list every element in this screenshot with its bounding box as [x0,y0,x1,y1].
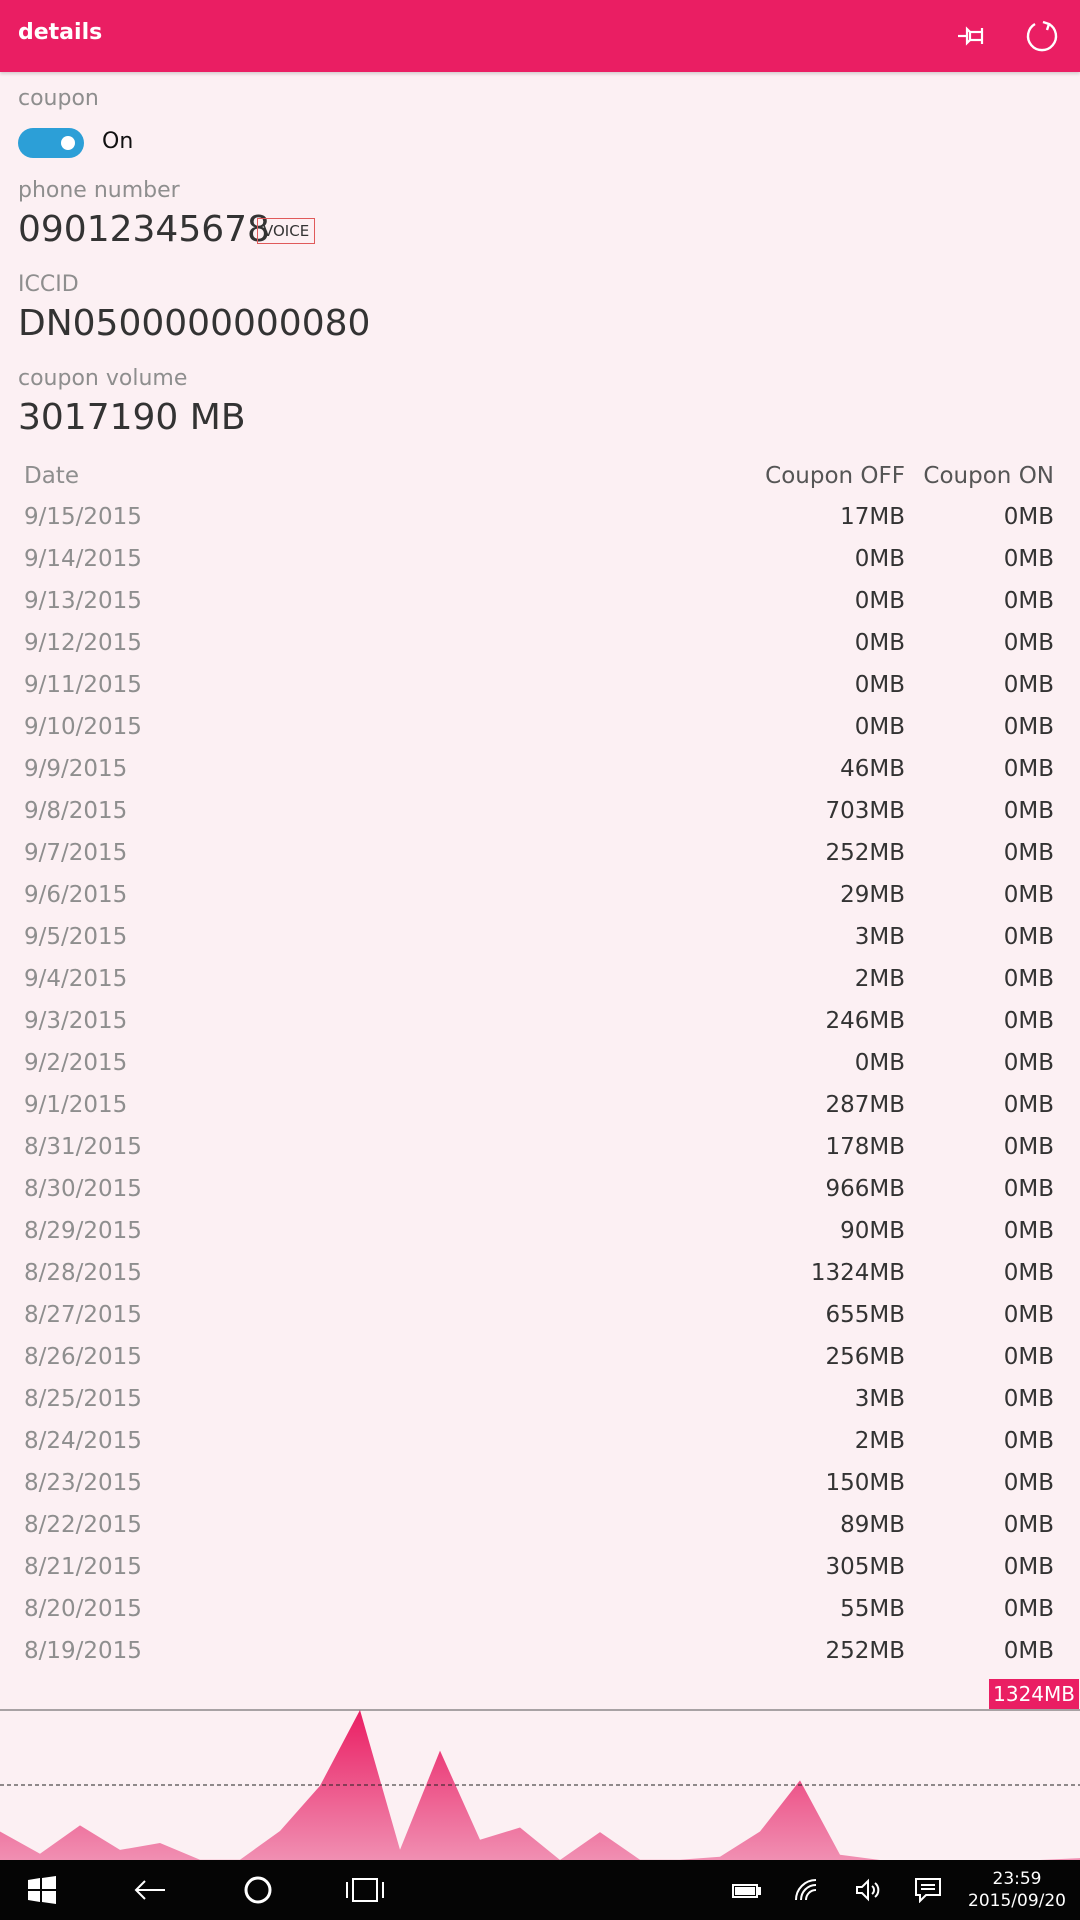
pin-icon[interactable] [950,14,994,58]
battery-icon[interactable] [726,1870,766,1910]
cell-off: 287MB [825,1092,905,1118]
usage-table [0,459,1080,1672]
cell-on: 0MB [1003,1470,1054,1496]
cell-date: 8/28/2015 [24,1260,142,1286]
cell-on: 0MB [1003,630,1054,656]
table-row [0,1588,1080,1630]
search-circle-icon[interactable] [238,1870,278,1910]
table-row [0,832,1080,874]
iccid-label: ICCID [18,272,79,297]
cell-on: 0MB [1003,1638,1054,1664]
coupon-volume-label: coupon volume [18,366,188,391]
table-row [0,958,1080,1000]
cell-date: 9/15/2015 [24,504,142,530]
cell-on: 0MB [1003,1554,1054,1580]
cell-date: 9/13/2015 [24,588,142,614]
cell-on: 0MB [1003,924,1054,950]
cell-date: 9/9/2015 [24,756,128,782]
cell-date: 8/22/2015 [24,1512,142,1538]
task-view-icon[interactable] [345,1870,385,1910]
phone-number-label: phone number [18,178,180,203]
cell-date: 8/25/2015 [24,1386,142,1412]
windows-icon[interactable] [22,1870,62,1910]
coupon-label: coupon [18,86,99,111]
column-header-coupon-off: Coupon OFF [765,463,905,489]
cell-off: 150MB [825,1470,905,1496]
cell-on: 0MB [1003,1428,1054,1454]
cell-date: 9/10/2015 [24,714,142,740]
cell-on: 0MB [1003,966,1054,992]
table-row [0,1462,1080,1504]
cell-off: 89MB [840,1512,905,1538]
table-row [0,874,1080,916]
table-row [0,1630,1080,1672]
cell-off: 0MB [854,672,905,698]
cell-date: 8/19/2015 [24,1638,142,1664]
cell-date: 9/12/2015 [24,630,142,656]
cell-off: 252MB [825,1638,905,1664]
app-title-bar [0,0,1080,72]
table-row [0,1000,1080,1042]
cell-off: 55MB [840,1596,905,1622]
table-header [0,459,1080,496]
cell-on: 0MB [1003,588,1054,614]
table-row [0,790,1080,832]
cell-on: 0MB [1003,1092,1054,1118]
cell-date: 8/20/2015 [24,1596,142,1622]
coupon-toggle[interactable] [18,128,84,158]
table-row [0,1084,1080,1126]
cell-off: 0MB [854,714,905,740]
table-row [0,664,1080,706]
cell-off: 0MB [854,630,905,656]
windows-taskbar [0,1860,1080,1920]
cell-on: 0MB [1003,546,1054,572]
cell-off: 703MB [825,798,905,824]
cell-on: 0MB [1003,756,1054,782]
table-row [0,580,1080,622]
cell-date: 9/1/2015 [24,1092,128,1118]
cell-on: 0MB [1003,1512,1054,1538]
cell-date: 8/29/2015 [24,1218,142,1244]
cell-date: 9/2/2015 [24,1050,128,1076]
wifi-icon[interactable] [788,1870,828,1910]
iccid-value: DN0500000000080 [18,303,371,344]
cell-date: 9/14/2015 [24,546,142,572]
cell-off: 256MB [825,1344,905,1370]
cell-on: 0MB [1003,672,1054,698]
column-header-date: Date [24,463,79,489]
cell-date: 9/7/2015 [24,840,128,866]
coupon-volume-value: 3017190 MB [18,397,246,438]
cell-off: 1324MB [810,1260,905,1286]
cell-date: 9/6/2015 [24,882,128,908]
cell-off: 17MB [840,504,905,530]
coupon-toggle-state: On [102,129,134,154]
cell-off: 252MB [825,840,905,866]
cell-on: 0MB [1003,1008,1054,1034]
table-row [0,1336,1080,1378]
cell-on: 0MB [1003,1344,1054,1370]
cell-on: 0MB [1003,1386,1054,1412]
cell-on: 0MB [1003,1050,1054,1076]
cell-off: 3MB [854,924,905,950]
table-row [0,916,1080,958]
cell-off: 90MB [840,1218,905,1244]
table-row [0,1252,1080,1294]
cell-off: 0MB [854,588,905,614]
table-row [0,1420,1080,1462]
cell-date: 8/27/2015 [24,1302,142,1328]
cell-date: 9/5/2015 [24,924,128,950]
cell-date: 8/24/2015 [24,1428,142,1454]
phone-number-value: 09012345678 [18,209,270,250]
usage-area-chart [0,1700,1080,1860]
notification-icon[interactable] [908,1870,948,1910]
cell-date: 8/23/2015 [24,1470,142,1496]
system-clock[interactable] [968,1868,1066,1912]
cell-on: 0MB [1003,504,1054,530]
table-row [0,1210,1080,1252]
clock-time: 23:59 [992,1869,1042,1889]
cell-date: 9/4/2015 [24,966,128,992]
voice-badge: VOICE [257,218,315,244]
table-row [0,1168,1080,1210]
table-row [0,1294,1080,1336]
refresh-icon[interactable] [1020,14,1064,58]
cell-off: 46MB [840,756,905,782]
back-icon[interactable] [130,1870,170,1910]
cell-on: 0MB [1003,1176,1054,1202]
cell-off: 178MB [825,1134,905,1160]
cell-off: 3MB [854,1386,905,1412]
volume-icon[interactable] [848,1870,888,1910]
chart-max-label: 1324MB [989,1679,1079,1709]
cell-off: 966MB [825,1176,905,1202]
cell-on: 0MB [1003,1134,1054,1160]
table-row [0,748,1080,790]
table-row [0,1546,1080,1588]
cell-off: 655MB [825,1302,905,1328]
cell-off: 2MB [854,1428,905,1454]
cell-on: 0MB [1003,1596,1054,1622]
clock-date: 2015/09/20 [968,1891,1066,1911]
cell-off: 2MB [854,966,905,992]
cell-date: 8/31/2015 [24,1134,142,1160]
cell-date: 8/26/2015 [24,1344,142,1370]
cell-off: 29MB [840,882,905,908]
cell-on: 0MB [1003,714,1054,740]
table-row [0,1504,1080,1546]
cell-on: 0MB [1003,882,1054,908]
table-row [0,1042,1080,1084]
cell-date: 9/11/2015 [24,672,142,698]
cell-off: 0MB [854,1050,905,1076]
cell-date: 9/3/2015 [24,1008,128,1034]
cell-date: 8/21/2015 [24,1554,142,1580]
column-header-coupon-on: Coupon ON [923,463,1054,489]
table-row [0,1378,1080,1420]
cell-date: 8/30/2015 [24,1176,142,1202]
cell-off: 246MB [825,1008,905,1034]
toggle-knob [61,136,75,150]
cell-off: 0MB [854,546,905,572]
table-row [0,622,1080,664]
cell-date: 9/8/2015 [24,798,128,824]
cell-on: 0MB [1003,840,1054,866]
cell-on: 0MB [1003,1218,1054,1244]
cell-off: 305MB [825,1554,905,1580]
cell-on: 0MB [1003,1260,1054,1286]
page-title: details [18,20,103,45]
table-body [0,496,1080,1672]
table-row [0,538,1080,580]
cell-on: 0MB [1003,1302,1054,1328]
table-row [0,1126,1080,1168]
cell-on: 0MB [1003,798,1054,824]
table-row [0,706,1080,748]
table-row [0,496,1080,538]
